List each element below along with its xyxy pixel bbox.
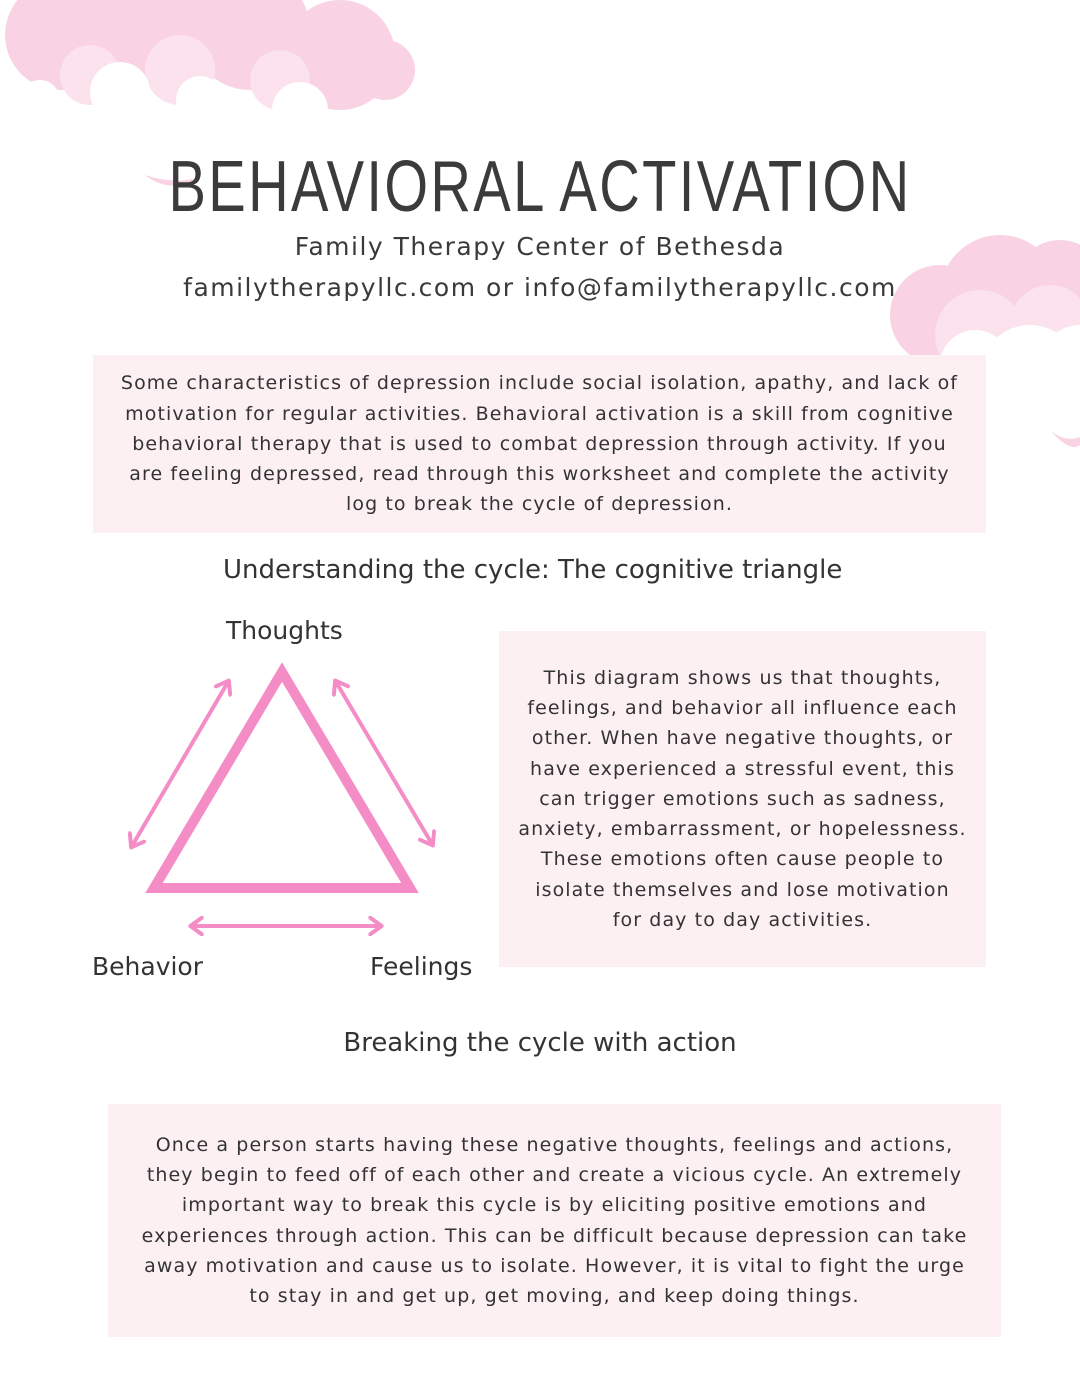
organization-name: Family Therapy Center of Bethesda <box>294 232 786 261</box>
contact-info: familytherapyllc.com or info@familytherapyllc.com <box>183 273 897 302</box>
cycle-section-heading: Understanding the cycle: The cognitive triangle <box>223 555 843 585</box>
action-section-heading: Breaking the cycle with action <box>343 1028 737 1058</box>
arrow-thoughts-feelings <box>336 682 432 844</box>
triangle-shape <box>154 672 410 888</box>
diagram-description-text: This diagram shows us that thoughts, feelings, and behavior all influence each other. When have negative thoughts, or have experienced a stressful event, this can trigger emotions such as sadness, anxiety, embarrassment, or hopelessness. These emotions often cause people to isolate themselves and lose motivation for day to day activities. <box>518 667 967 931</box>
intro-box <box>93 355 986 533</box>
label-feelings: Feelings <box>370 952 473 981</box>
action-text: Once a person starts having these negative thoughts, feelings and actions, they begin to feed off of each other and create a vicious cycle. An extremely important way to break this cycle is by eliciting positive emotions and experiences through action. This can be difficult because depression can take away motivation and cause us to isolate. However, it is vital to fight the urge to stay in and get up, get moving, and keep doing things. <box>141 1133 968 1307</box>
cloud-top-left-decoration <box>0 0 430 110</box>
label-thoughts: Thoughts <box>226 616 343 645</box>
action-box <box>108 1104 1001 1337</box>
diagram-description-box <box>499 631 986 967</box>
arrow-thoughts-behavior <box>132 682 228 846</box>
intro-text: Some characteristics of depression include social isolation, apathy, and lack of motivation for regular activities. Behavioral activation is a skill from cognitive behavioral therapy that is used to combat depression through activity. If you are feeling depressed, read through this worksheet and complete the activity log to break the cycle of depression. <box>120 372 959 516</box>
page-title: BEHAVIORAL ACTIVATION <box>168 147 912 227</box>
label-behavior: Behavior <box>92 952 204 981</box>
cognitive-triangle-diagram <box>110 660 470 950</box>
